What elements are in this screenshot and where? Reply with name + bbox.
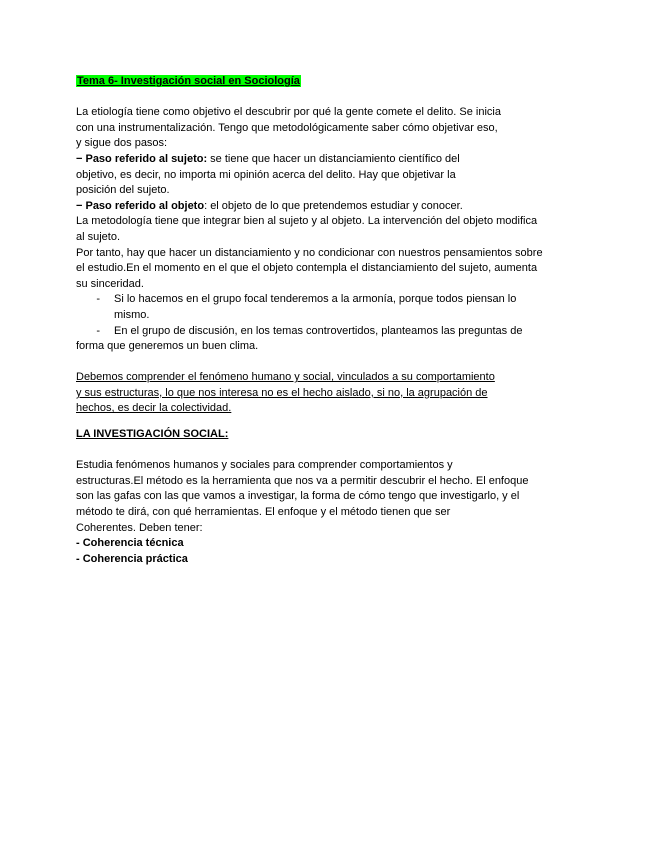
paso-objeto-label: − Paso referido al objeto [76,199,205,212]
portanto-line-2: el estudio.En el momento en el que el objeto contempla el distanciamiento del sujeto, aumenta [76,262,538,275]
underlined-line-1: Debemos comprender el fenómeno humano y social, vinculados a su comportamiento [76,371,495,384]
intro-line-2: con una instrumentalización. Tengo que metodológicamente saber cómo objetivar eso, [76,121,498,134]
bullet-2-text-line-1: En el grupo de discusión, en los temas controvertidos, planteamos las preguntas de [114,324,523,337]
bullet-dash: - [96,324,100,337]
bullet-1-text-line-1: Si lo hacemos en el grupo focal tenderemos a la armonía, porque todos piensan lo [114,293,517,306]
coherencia-practica-item [76,552,586,568]
section-line-4: método te dirá, con qué herramientas. El enfoque y el método tienen que ser [76,506,451,519]
section-heading: LA INVESTIGACIÓN SOCIAL: [76,428,229,441]
coherencia-tecnica-item [76,536,586,552]
bullet-item-2 [76,324,586,340]
portanto-line-1: Por tanto, hay que hacer un distanciamiento y no condicionar con nuestros pensamientos sobre [76,246,543,259]
coherencia-practica-text: - Coherencia práctica [76,552,188,565]
section-line-1: Estudia fenómenos humanos y sociales para comprender comportamientos y [76,459,453,472]
intro-line-3: y sigue dos pasos: [76,137,168,150]
section-line-2: estructuras.El método es la herramienta que nos va a permitir descubrir el hecho. El enfoque [76,474,529,487]
section-line-5: Coherentes. Deben tener: [76,521,203,534]
paso-sujeto-line-2: objetivo, es decir, no importa mi opinión acerca del delito. Hay que objetivar la [76,168,456,181]
bullet-dash: - [96,293,100,306]
bullet-2-text-line-2: forma que generemos un buen clima. [76,340,259,353]
portanto-line-3: su sinceridad. [76,277,144,290]
paso-sujeto-line-1 [76,152,586,168]
underlined-line-2: y sus estructuras, lo que nos interesa no es el hecho aislado, si no, la agrupación de [76,386,488,399]
title-line [76,74,586,90]
paso-sujeto-label: − Paso referido al sujeto: [76,152,208,165]
underlined-line-3: hechos, es decir la colectividad. [76,402,232,415]
document-page [76,74,586,567]
bullet-item-1 [76,292,586,308]
paso-objeto-line [76,199,586,215]
bullet-1-text-line-2: mismo. [114,308,150,321]
metodologia-line-1: La metodología tiene que integrar bien al sujeto y al objeto. La intervención del objeto modifica [76,215,538,228]
paso-objeto-text: : el objeto de lo que pretendemos estudiar y conocer. [204,199,463,212]
intro-line-1: La etiología tiene como objetivo el descubrir por qué la gente comete el delito. Se inicia [76,106,501,119]
metodologia-line-2: al sujeto. [76,230,121,243]
paso-sujeto-line-3: posición del sujeto. [76,184,170,197]
paso-sujeto-text: se tiene que hacer un distanciamiento científico del [207,152,460,165]
coherencia-tecnica-text: - Coherencia técnica [76,537,184,550]
document-title: Tema 6- Investigación social en Sociología [77,75,300,87]
section-line-3: son las gafas con las que vamos a investigar, la forma de cómo tengo que investigarlo, y el [76,490,520,503]
